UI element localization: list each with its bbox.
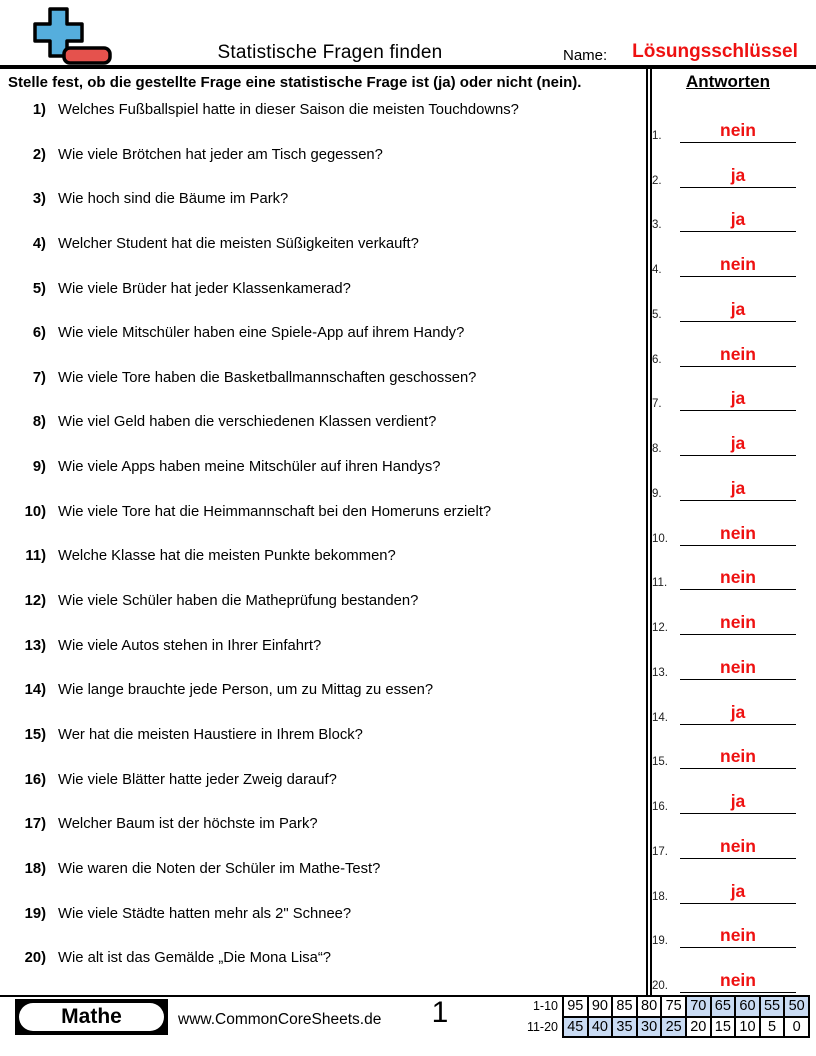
question-row <box>0 236 640 281</box>
grading-cell: 0 <box>784 1017 809 1038</box>
answer-value: nein <box>720 119 756 140</box>
question-number: 4) <box>32 235 46 252</box>
page-title: Statistische Fragen finden <box>217 42 443 63</box>
answer-blank-line <box>680 836 796 859</box>
answer-row <box>652 773 804 818</box>
question-row <box>0 772 640 817</box>
question-number: 17) <box>24 816 46 833</box>
answer-value: ja <box>730 209 746 230</box>
answer-number: 18. <box>652 890 668 903</box>
answer-number: 2. <box>652 174 662 187</box>
question-row <box>0 906 640 951</box>
question-text: Wie viele Tore hat die Heimmannschaft bei den Homeruns erzielt? <box>58 503 492 520</box>
footer-rule <box>0 995 566 997</box>
grading-cell: 85 <box>612 996 637 1017</box>
question-number: 18) <box>24 860 46 877</box>
answer-value: ja <box>730 701 746 722</box>
answer-number: 11. <box>652 577 668 590</box>
question-text: Wie viele Apps haben meine Mitschüler auf ihren Handys? <box>58 459 441 476</box>
grading-cell: 90 <box>588 996 613 1017</box>
question-number: 16) <box>24 771 46 788</box>
question-row <box>0 548 640 593</box>
question-row <box>0 816 640 861</box>
answer-blank-line <box>680 165 796 188</box>
answer-number: 7. <box>652 398 662 411</box>
question-text: Wie viele Brüder hat jeder Klassenkamerad? <box>58 280 351 297</box>
answer-number: 19. <box>652 935 668 948</box>
grading-cell: 25 <box>661 1017 686 1038</box>
answer-blank-line <box>680 344 796 367</box>
question-text: Wie viele Autos stehen in Ihrer Einfahrt? <box>58 637 322 654</box>
answer-row <box>652 147 804 192</box>
question-text: Welcher Student hat die meisten Süßigkeiten verkauft? <box>58 235 419 252</box>
question-text: Wie viel Geld haben die verschiedenen Klassen verdient? <box>58 414 437 431</box>
question-row <box>0 414 640 459</box>
answer-value: nein <box>720 612 756 632</box>
question-row <box>0 950 640 995</box>
question-number: 5) <box>32 280 46 297</box>
question-number: 11) <box>25 548 46 565</box>
grading-table-row2 <box>563 1017 809 1038</box>
answer-blank-line <box>680 746 796 769</box>
answer-row <box>652 505 804 550</box>
answer-value: ja <box>730 880 746 901</box>
score-range-row1: 1-10 <box>532 999 558 1013</box>
answer-value: nein <box>720 567 756 588</box>
answer-number: 10. <box>652 532 668 545</box>
grading-cell: 55 <box>760 996 785 1017</box>
question-row <box>0 370 640 415</box>
answer-row <box>652 550 804 595</box>
answer-number: 9. <box>652 487 662 500</box>
question-number: 20) <box>24 950 46 967</box>
answer-number: 15. <box>652 756 668 769</box>
question-number: 14) <box>24 682 46 699</box>
answer-blank-line <box>680 970 796 993</box>
question-text: Welche Klasse hat die meisten Punkte bekommen? <box>58 548 396 565</box>
question-text: Wie viele Schüler haben die Matheprüfung bestanden? <box>58 593 419 610</box>
question-text: Wer hat die meisten Haustiere in Ihrem Block? <box>58 726 363 743</box>
answer-number: 14. <box>652 711 668 724</box>
answer-blank-line <box>680 523 796 546</box>
question-row <box>0 147 640 192</box>
answer-row <box>652 371 804 416</box>
question-number: 8) <box>32 414 46 431</box>
answer-blank-line <box>680 612 796 635</box>
question-number: 10) <box>24 503 46 520</box>
answer-blank-line <box>680 433 796 456</box>
subject-badge <box>15 999 168 1035</box>
grading-table <box>562 995 810 1038</box>
answer-value: nein <box>720 970 756 990</box>
answer-key-label: Lösungsschlüssel <box>632 41 798 62</box>
score-range-labels <box>494 996 558 1038</box>
question-number: 3) <box>32 191 46 208</box>
grading-cell: 70 <box>686 996 711 1017</box>
answer-blank-line <box>680 209 796 232</box>
answer-value: nein <box>720 656 756 677</box>
answer-blank-line <box>680 478 796 501</box>
answer-blank-line <box>680 657 796 680</box>
answer-value: nein <box>720 254 756 274</box>
answer-blank-line <box>680 299 796 322</box>
score-range-row2: 11-20 <box>526 1020 558 1034</box>
question-number: 13) <box>24 637 46 654</box>
answer-row <box>652 326 804 371</box>
answer-row <box>652 236 804 281</box>
question-text: Wie viele Mitschüler haben eine Spiele-App auf ihrem Handy? <box>58 325 465 342</box>
grading-cell: 20 <box>686 1017 711 1038</box>
answer-number: 5. <box>652 308 662 321</box>
grading-cell: 15 <box>711 1017 736 1038</box>
question-text: Wie waren die Noten der Schüler im Mathe-Test? <box>58 860 381 877</box>
answer-value: ja <box>730 164 746 185</box>
answer-row <box>652 908 804 953</box>
answer-value: ja <box>730 477 746 498</box>
question-row <box>0 281 640 326</box>
answer-row <box>652 281 804 326</box>
grading-cell: 10 <box>735 1017 760 1038</box>
answer-row <box>652 192 804 237</box>
answers-list <box>652 102 804 997</box>
question-number: 2) <box>32 146 46 163</box>
instructions-text: Stelle fest, ob die gestellte Frage eine statistische Frage ist (ja) oder nicht (nein). <box>8 74 582 91</box>
answer-number: 8. <box>652 443 662 455</box>
answer-number: 6. <box>652 353 662 366</box>
question-text: Welcher Baum ist der höchste im Park? <box>58 816 318 833</box>
answer-row <box>652 863 804 908</box>
question-number: 1) <box>32 102 46 118</box>
answer-row <box>652 639 804 684</box>
question-row <box>0 682 640 727</box>
question-row <box>0 861 640 906</box>
answer-blank-line <box>680 702 796 725</box>
answer-value: nein <box>720 343 756 364</box>
answer-row <box>652 684 804 729</box>
grading-cell: 65 <box>711 996 736 1017</box>
question-row <box>0 102 640 147</box>
grading-cell: 30 <box>637 1017 662 1038</box>
question-row <box>0 638 640 683</box>
answer-number: 17. <box>652 845 668 858</box>
grading-cell: 5 <box>760 1017 785 1038</box>
question-number: 12) <box>24 593 46 610</box>
grading-cell: 35 <box>612 1017 637 1038</box>
question-row <box>0 325 640 370</box>
subject-label: Mathe <box>19 1003 164 1031</box>
grading-cell: 60 <box>735 996 760 1017</box>
answer-row <box>652 415 804 460</box>
answer-blank-line <box>680 567 796 590</box>
grading-cell: 75 <box>661 996 686 1017</box>
answer-number: 4. <box>652 264 662 276</box>
answer-value: nein <box>720 522 756 543</box>
grading-table-row1 <box>563 996 809 1017</box>
question-text: Welches Fußballspiel hatte in dieser Saison die meisten Touchdowns? <box>58 102 519 118</box>
question-number: 15) <box>24 726 46 743</box>
question-text: Wie hoch sind die Bäume im Park? <box>58 191 289 208</box>
answer-value: nein <box>720 835 756 856</box>
answer-blank-line <box>680 254 796 277</box>
website-link[interactable]: www.CommonCoreSheets.de <box>178 1011 382 1028</box>
answers-heading: Antworten <box>685 72 771 91</box>
answer-value: ja <box>730 791 746 811</box>
answer-row <box>652 952 804 997</box>
page-number: 1 <box>431 996 449 1029</box>
name-label: Name: <box>563 47 608 64</box>
answer-blank-line <box>680 791 796 814</box>
header-rule <box>0 65 816 69</box>
question-row <box>0 459 640 504</box>
question-row <box>0 593 640 638</box>
answer-value: nein <box>720 925 756 946</box>
answer-value: ja <box>730 388 746 409</box>
answer-row <box>652 818 804 863</box>
question-row <box>0 504 640 549</box>
answer-row <box>652 594 804 639</box>
answer-value: ja <box>730 298 746 319</box>
question-text: Wie viele Tore haben die Basketballmannschaften geschossen? <box>58 369 477 386</box>
question-row <box>0 191 640 236</box>
question-text: Wie viele Städte hatten mehr als 2" Schnee? <box>58 905 352 922</box>
question-text: Wie lange brauchte jede Person, um zu Mittag zu essen? <box>58 682 434 699</box>
answer-number: 3. <box>652 219 662 232</box>
question-number: 7) <box>32 369 46 386</box>
answer-row <box>652 460 804 505</box>
question-number: 6) <box>32 325 46 342</box>
answer-number: 1. <box>652 129 662 142</box>
answer-row <box>652 729 804 774</box>
question-number: 19) <box>24 905 46 922</box>
question-row <box>0 727 640 772</box>
question-text: Wie alt ist das Gemälde „Die Mona Lisa“? <box>58 950 332 967</box>
answer-value: nein <box>720 746 756 767</box>
answer-number: 20. <box>652 980 668 992</box>
grading-cell: 95 <box>563 996 588 1017</box>
answer-row <box>652 102 804 147</box>
question-number: 9) <box>32 459 46 476</box>
grading-cell: 80 <box>637 996 662 1017</box>
grading-cell: 40 <box>588 1017 613 1038</box>
answer-blank-line <box>680 881 796 904</box>
answer-blank-line <box>680 925 796 948</box>
grading-cell: 45 <box>563 1017 588 1038</box>
answer-value: ja <box>730 433 746 453</box>
answer-number: 12. <box>652 622 668 634</box>
question-text: Wie viele Brötchen hat jeder am Tisch gegessen? <box>58 146 383 163</box>
grading-cell: 50 <box>784 996 809 1017</box>
answer-blank-line <box>680 120 796 143</box>
answer-blank-line <box>680 388 796 411</box>
questions-list <box>0 102 640 995</box>
answer-number: 13. <box>652 666 668 679</box>
answer-number: 16. <box>652 801 668 813</box>
question-text: Wie viele Blätter hatte jeder Zweig darauf? <box>58 771 337 788</box>
